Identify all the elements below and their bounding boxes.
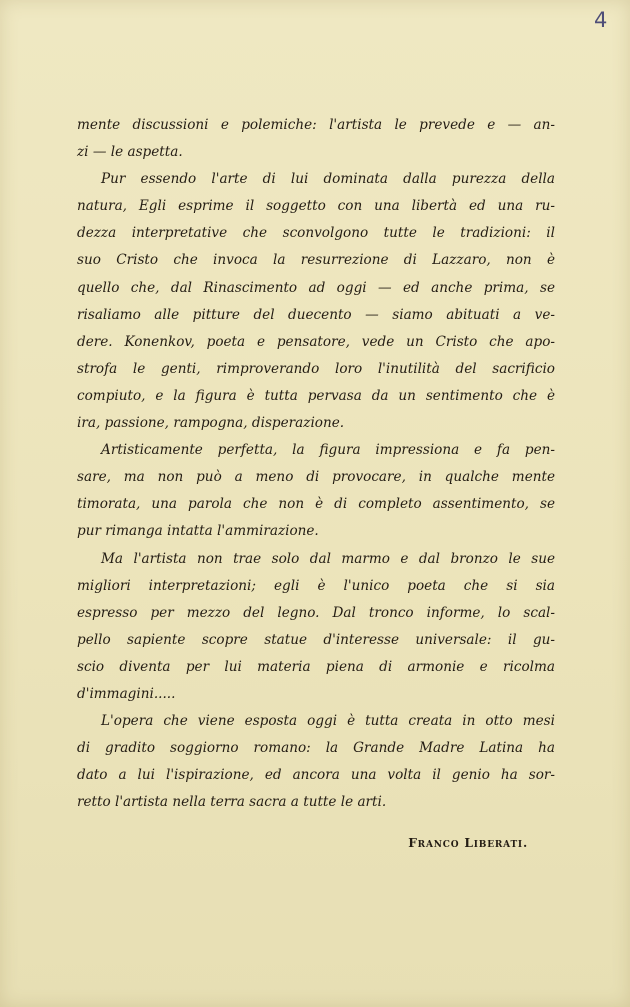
text-line: Pur essendo l'arte di lui dominata dalla purezza della <box>101 171 555 188</box>
text-line: migliori interpretazioni; egli è l'unico poeta che si sia <box>77 577 555 594</box>
text-line: pello sapiente scopre statue d'interesse universale: il gu- <box>77 631 555 648</box>
text-line: zi — le aspetta. <box>77 144 183 161</box>
text-line: natura, Egli esprime il soggetto con una libertà ed una ru- <box>77 198 555 215</box>
text-line: pur rimanga intatta l'ammirazione. <box>77 523 319 540</box>
text-line: retto l'artista nella terra sacra a tutte le arti. <box>77 794 387 811</box>
text-line: Artisticamente perfetta, la figura impressiona e fa pen- <box>101 442 555 459</box>
text-line: timorata, una parola che non è di completo assentimento, se <box>77 496 555 513</box>
text-line: dere. Konenkov, poeta e pensatore, vede un Cristo che apo- <box>77 333 555 350</box>
text-line: quello che, dal Rinascimento ad oggi — ed anche prima, se <box>77 279 555 296</box>
article-body <box>77 112 555 816</box>
text-line: sare, ma non può a meno di provocare, in qualche mente <box>77 469 555 486</box>
text-line: d'immagini..... <box>77 685 176 702</box>
text-line: dato a lui l'ispirazione, ed ancora una volta il genio ha sor- <box>77 767 555 784</box>
text-line: Ma l'artista non trae solo dal marmo e dal bronzo le sue <box>101 550 555 567</box>
text-line: scio diventa per lui materia piena di armonie e ricolma <box>77 658 555 675</box>
page-number: 4 <box>594 8 608 32</box>
text-line: compiuto, e la figura è tutta pervasa da un sentimento che è <box>77 387 555 404</box>
text-line: di gradito soggiorno romano: la Grande Madre Latina ha <box>77 740 555 757</box>
author-signature: Franco Liberati. <box>408 836 528 850</box>
text-line: ira, passione, rampogna, disperazione. <box>77 415 345 432</box>
text-line: dezza interpretative che sconvolgono tutte le tradizioni: il <box>77 225 555 242</box>
text-line: espresso per mezzo del legno. Dal tronco informe, lo scal- <box>77 604 555 621</box>
text-line: risaliamo alle pitture del duecento — siamo abituati a ve- <box>77 306 555 323</box>
text-line: mente discussioni e polemiche: l'artista le prevede e — an- <box>77 117 555 133</box>
text-line: L'opera che viene esposta oggi è tutta creata in otto mesi <box>101 713 555 730</box>
text-line: strofa le genti, rimproverando loro l'inutilità del sacrificio <box>77 360 555 377</box>
text-line: suo Cristo che invoca la resurrezione di Lazzaro, non è <box>77 252 555 269</box>
